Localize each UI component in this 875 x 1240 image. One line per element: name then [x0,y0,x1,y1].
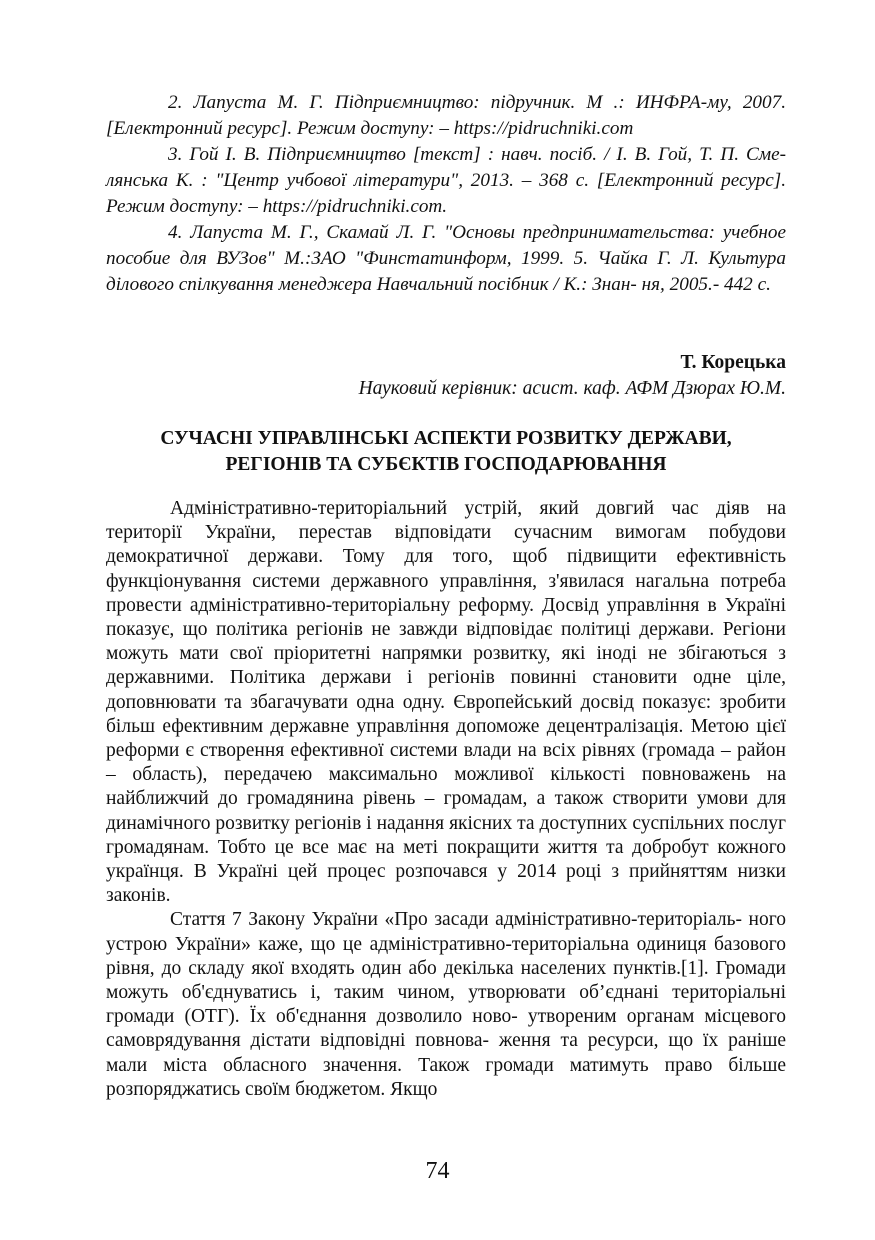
author-block [300,350,786,402]
reference-item: 4. Лапуста М. Г., Скамай Л. Г. "Основы предпринимательства: учебное пособие для ВУЗов" М.:ЗАО "Финстатинформ, 1999. 5. Чайка Г. Л. Культура ділового спілкування менеджера Навчальний посібник / К.: Знан- ня, 2005.- 442 с. [106,222,786,295]
article-title-line: РЕГІОНІВ ТА СУБЄКТІВ ГОСПОДАРЮВАННЯ [225,454,667,475]
article-body [106,497,786,1102]
page-number: 74 [425,1158,450,1184]
reference-item: 2. Лапуста М. Г. Підприємництво: підручник. М .: ИНФРА-му, 2007. [Електронний ресурс]. Режим доступу: – https://pidruchniki.com [106,92,786,139]
body-paragraph: Стаття 7 Закону України «Про засади адміністративно-територіаль- ного устрою України» каже, що це адміністративно-територіальна одиниця базового рівня, до складу якої входять один або декілька населених пунктів.[1]. Громади можуть об'єднуватись і, таким чином, утворювати об’єднані територіальні громади (ОТГ). Їх об'єднання дозволило ново- утвореним органам місцевого самоврядування дістати відповідні повнова- ження та ресурси, що їх раніше мали міста обласного значення. Також громади матимуть право більше розпоряджатись своїм бюджетом. Якщо [106,909,786,1100]
body-paragraph: Адміністративно-територіальний устрій, який довгий час діяв на території України, перестав відповідати сучасним вимогам побудови демократичної держави. Тому для того, щоб підвищити ефективність функціонування системи державного управління, з'явилася нагальна потреба провести адміністративно-територіальну реформу. Досвід управління в Україні показує, що політика регіонів не завжди відповідає політиці держави. Регіони можуть мати свої пріоритетні напрямки розвитку, які іноді не збігаються з державними. Політика держави і регіонів повинні становити одне ціле, доповнювати та збагачувати одна одну. Європейський досвід показує: зробити більш ефективним державне управління допоможе децентралізація. Метою цієї реформи є створення ефективної системи влади на всіх рівнях (громада – район – область), передачею максимально можливої кількості повноважень на найближчий до громадянина рівень – громадам, а також створити умови для динамічного розвитку регіонів і надання якісних та доступних суспільних послуг громадянам. Тобто це все має на меті покращити життя та добробут кожного українця. В Україні цей процес розпочався у 2014 році з прийняттям низки законів. [106,498,786,907]
scientific-supervisor: Науковий керівник: асист. каф. АФМ Дзюрах Ю.М. [358,378,786,399]
references-list [106,90,786,298]
author-name: Т. Корецька [680,352,786,373]
article-title [106,426,786,478]
reference-item: 3. Гой І. В. Підприємництво [текст] : навч. посіб. / І. В. Гой, Т. П. Сме- лянська К. : "Центр учбової літератури", 2013. – 368 с. [Електронний ресурс]. Режим доступу: – https://pidruchniki.com. [106,144,786,217]
article-title-line: СУЧАСНІ УПРАВЛІНСЬКІ АСПЕКТИ РОЗВИТКУ ДЕРЖАВИ, [160,428,732,449]
